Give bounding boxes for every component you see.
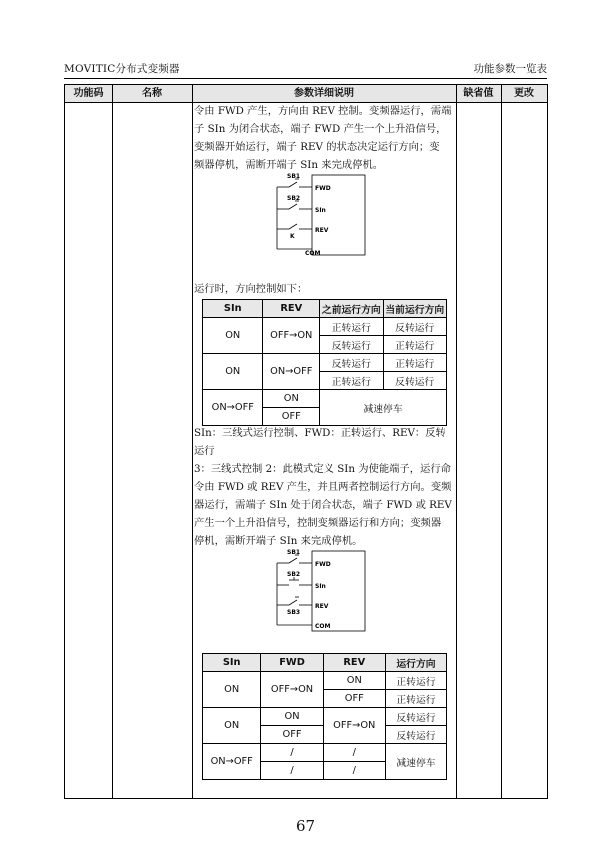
table-cell: 反转运行: [383, 318, 446, 336]
t2-header-fwd: FWD: [261, 654, 323, 672]
diagram-label-sin: SIn: [315, 583, 326, 590]
text-line: 器运行，需端子 SIn 处于闭合状态，端子 FWD 或 REV: [194, 498, 452, 511]
direction-control-table-2: [202, 653, 447, 780]
table-cell: 正转运行: [320, 372, 383, 390]
table-cell: ON: [203, 318, 263, 354]
parameter-table: [64, 84, 548, 799]
table-cell: 反转运行: [385, 708, 446, 726]
table-cell: ON: [203, 708, 261, 744]
table-cell: 减速停车: [320, 390, 447, 426]
text-line: 产生一个上升沿信号，控制变频器运行和方向；变频器: [194, 516, 442, 529]
description-paragraph-1: [194, 103, 452, 175]
column-divider: [456, 85, 457, 798]
table-cell: /: [323, 762, 385, 780]
table-cell: /: [261, 744, 323, 762]
diagram-label-k: K: [290, 233, 295, 240]
table-cell: 正转运行: [383, 354, 446, 372]
text-line: 3：三线式控制 2：此模式定义 SIn 为使能端子，运行命: [194, 463, 451, 475]
header-rule: [64, 78, 547, 79]
col-header-change: 更改: [514, 88, 534, 99]
description-paragraph-2: 运行时，方向控制如下：: [194, 283, 308, 295]
diagram-label-sb3: SB3: [287, 609, 301, 616]
text-line: SIn：三线式运行控制、FWD：正转运行、REV：反转: [194, 427, 446, 439]
column-divider: [112, 85, 113, 798]
table-cell: 反转运行: [385, 726, 446, 744]
col-header-detail: 参数详细说明: [294, 88, 354, 99]
table-cell: 正转运行: [320, 318, 383, 336]
table-cell: ON: [323, 672, 385, 690]
direction-control-table-1: [202, 299, 447, 426]
column-divider: [501, 85, 502, 798]
diagram-label-sb2: SB2: [287, 195, 301, 202]
text-line: 停机，需断开端子 SIn 来完成停机。: [194, 534, 363, 547]
table-cell: 正转运行: [385, 690, 446, 708]
t2-header-sin: SIn: [203, 654, 261, 672]
col-header-code: 功能码: [73, 88, 104, 99]
text-line: 变频器开始运行，端子 REV 的状态决定运行方向；变: [194, 140, 440, 153]
text-line: 子 SIn 为闭合状态，端子 FWD 产生一个上升沿信号，: [194, 122, 447, 135]
t1-header-sin: SIn: [203, 300, 263, 318]
diagram-label-sb1: SB1: [287, 173, 301, 180]
header-product-title: MOVITIC分布式变频器: [64, 63, 180, 75]
table-cell: ON: [263, 390, 320, 408]
page-number: 67: [295, 817, 316, 835]
t2-header-direction: 运行方向: [385, 654, 446, 672]
col-header-name: 名称: [142, 88, 162, 99]
text-line: 令由 FWD 或 REV 产生，并且两者控制运行方向。变频: [194, 480, 452, 493]
table-cell: /: [323, 744, 385, 762]
wiring-diagram-two-wire: [267, 173, 367, 263]
table-cell: ON: [203, 354, 263, 390]
table-cell: 减速停车: [385, 744, 446, 780]
description-paragraph-3: [194, 425, 452, 461]
text-line: 令由 FWD 产生，方向由 REV 控制。变频器运行，需端: [194, 105, 452, 117]
table-cell: 正转运行: [385, 672, 446, 690]
diagram-label-com: COM: [305, 250, 321, 257]
table-cell: OFF: [263, 408, 320, 426]
table-cell: 正转运行: [383, 336, 446, 354]
table-cell: ON: [261, 708, 323, 726]
table-cell: 反转运行: [320, 354, 383, 372]
diagram-label-fwd: FWD: [315, 561, 331, 568]
table-cell: OFF: [323, 690, 385, 708]
table-cell: ON: [203, 672, 261, 708]
table-cell: 反转运行: [320, 336, 383, 354]
table-cell: OFF→ON: [323, 708, 385, 744]
col-header-default: 缺省值: [463, 88, 494, 99]
t1-header-curr-dir: 当前运行方向: [383, 300, 446, 318]
table-cell: OFF→ON: [261, 672, 323, 708]
table-cell: ON→OFF: [263, 354, 320, 390]
diagram-label-rev: REV: [315, 603, 329, 610]
table-cell: OFF→ON: [263, 318, 320, 354]
diagram-label-sin: SIn: [315, 207, 326, 214]
table-cell: 反转运行: [383, 372, 446, 390]
diagram-label-sb2: SB2: [287, 571, 301, 578]
t2-header-rev: REV: [323, 654, 385, 672]
description-paragraph-4: [194, 461, 452, 551]
table-cell: ON→OFF: [203, 390, 263, 426]
diagram-label-fwd: FWD: [315, 185, 331, 192]
diagram-label-com: COM: [315, 623, 331, 630]
text-line: 运行: [194, 444, 215, 457]
t1-header-rev: REV: [263, 300, 320, 318]
diagram-label-sb1: SB1: [287, 549, 301, 556]
header-section-title: 功能参数一览表: [473, 63, 547, 75]
t1-header-prev-dir: 之前运行方向: [320, 300, 383, 318]
table-cell: /: [261, 762, 323, 780]
wiring-diagram-three-wire: [267, 549, 367, 639]
text-line: 频器停机，需断开端子 SIn 来完成停机。: [194, 158, 384, 171]
detail-cell: [192, 103, 455, 798]
table-cell: OFF: [261, 726, 323, 744]
diagram-label-rev: REV: [315, 227, 329, 234]
table-cell: ON→OFF: [203, 744, 261, 780]
table-header-row: [65, 85, 547, 103]
